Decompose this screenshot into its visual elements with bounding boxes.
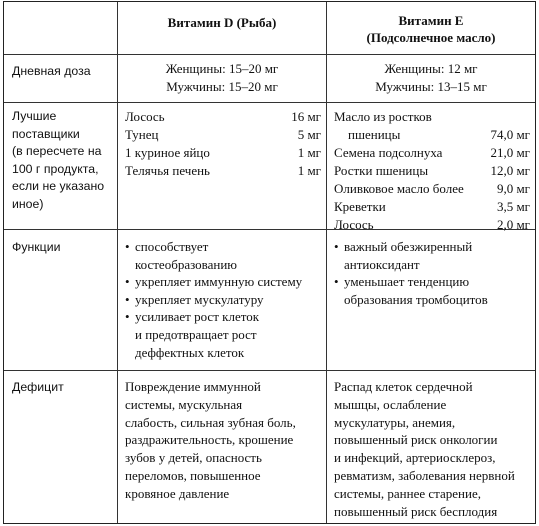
header-vitamin-d: Витамин D (Рыба)	[167, 15, 277, 30]
dose-vitamin-d: Женщины: 15–20 мг Мужчины: 15–20 мг	[165, 61, 279, 94]
list-item: Телячья печень 1 мг	[125, 163, 321, 178]
dose-label: Дневная доза	[12, 64, 91, 78]
list-item: 1 куриное яйцо 1 мг	[125, 145, 321, 160]
list-item: пшеницы 74,0 мг	[348, 127, 530, 142]
bullet: •	[334, 239, 339, 254]
bullet: •	[334, 274, 339, 290]
deficit-vitamin-d: Повреждение иммунной системы, мускульная слабость, сильная зубная боль, раздражительность, крошение зубов у детей, опасность переломов, повышенное кровяное давление	[125, 379, 296, 501]
list-item: • укрепляет мускулатуру	[125, 291, 264, 307]
functions-label: Функции	[12, 240, 61, 254]
list-item: Оливковое масло более 9,0 мг	[334, 181, 530, 196]
sources-vitamin-e: Масло из ростков пшеницы 74,0 мг Семена подсолнуха 21,0 мг Ростки пшеницы 12,0 мг Оливковое масло более 9,0 мг Креветки 3,5 мг Лосось 2,0 мг	[334, 109, 530, 232]
row-divider-2	[4, 102, 535, 103]
row-divider-1	[4, 54, 535, 55]
list-item: Лосось 2,0 мг	[334, 217, 530, 232]
list-item: • укрепляет иммунную систему	[125, 274, 303, 290]
header-vitamin-e: Витамин E (Подсолнечное масло)	[366, 13, 496, 45]
functions-vitamin-e	[334, 238, 534, 308]
deficit-label: Дефицит	[12, 380, 64, 394]
dose-vitamin-e: Женщины: 12 мг Мужчины: 13–15 мг	[375, 61, 487, 94]
list-item: • усиливает рост клеток и предотвращает рост деффектных клеток	[125, 309, 260, 360]
sources-vitamin-d	[125, 108, 321, 180]
list-item: • важный обезжиренный антиоксидант	[334, 239, 473, 272]
row-divider-4	[4, 370, 535, 371]
functions-vitamin-d	[125, 238, 325, 361]
sources-label: Лучшие поставщики (в пересчете на 100 г продукта, если не указано иное)	[12, 109, 105, 211]
list-item: Семена подсолнуха 21,0 мг	[334, 145, 530, 160]
list-item: Тунец 5 мг	[125, 127, 321, 142]
list-item: Ростки пшеницы 12,0 мг	[334, 163, 530, 178]
bullet: •	[125, 239, 130, 254]
vitamin-comparison-table	[3, 1, 536, 524]
bullet: •	[125, 291, 130, 307]
list-item: Лосось 16 мг	[125, 109, 321, 124]
bullet: •	[125, 309, 130, 325]
list-item: Креветки 3,5 мг	[334, 199, 530, 214]
deficit-vitamin-e: Распад клеток сердечной мышцы, ослабление мускулатуры, анемия, повышенный риск онкологии и инфекций, артериосклероз, ревматизм, заболевания нервной системы, раннее старение, повышенный риск бесплодия	[334, 379, 515, 519]
bullet: •	[125, 274, 130, 290]
list-item: • уменьшает тенденцию образования тромбоцитов	[334, 274, 488, 307]
list-item: • способствует костеобразованию	[125, 239, 238, 272]
